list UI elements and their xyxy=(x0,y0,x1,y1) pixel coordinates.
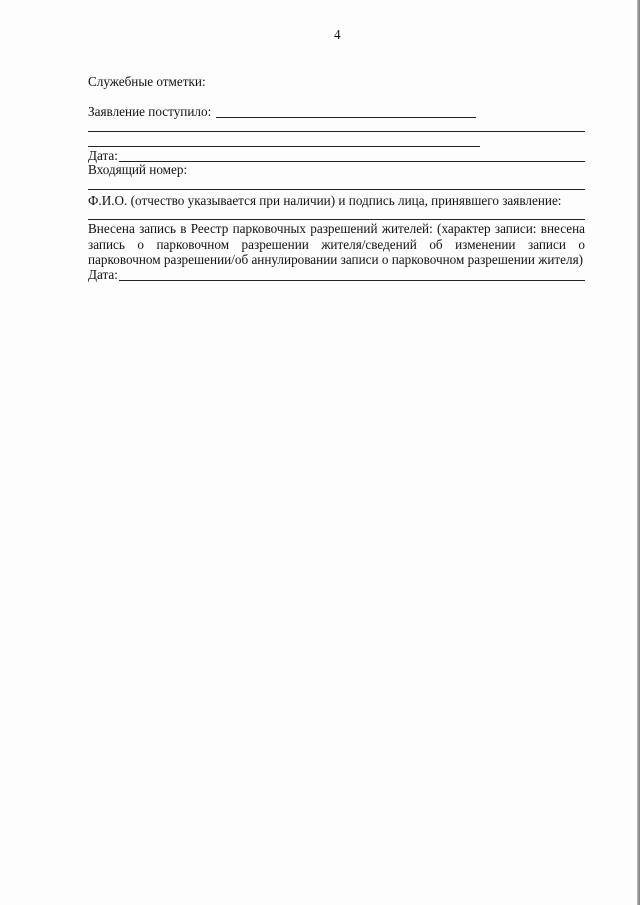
date-line-1 xyxy=(119,161,585,162)
blank-line-4 xyxy=(88,219,585,220)
blank-line-2 xyxy=(88,146,480,147)
incoming-number-label: Входящий номер: xyxy=(88,162,188,177)
registry-entry-text: Внесена запись в Реестр парковочных разрешений жителей: (характер записи: внесена запись о парковочном разрешении жителя/сведений об изменении записи о парковочном разрешении/об аннулировании записи о парковочном разрешении жителя) xyxy=(88,221,585,267)
date-line-2 xyxy=(119,280,585,281)
date-label-2: Дата: xyxy=(88,267,118,282)
blank-line-3 xyxy=(88,189,585,190)
blank-line-1 xyxy=(88,131,585,132)
receiver-name-label: Ф.И.О. (отчество указывается при наличии) и подпись лица, принявшего заявление: xyxy=(88,193,562,208)
date-label-1: Дата: xyxy=(88,148,118,163)
application-received-label: Заявление поступило: xyxy=(88,104,212,119)
page-number: 4 xyxy=(334,27,341,42)
service-notes-heading: Служебные отметки: xyxy=(88,74,206,89)
application-received-line xyxy=(216,117,476,118)
